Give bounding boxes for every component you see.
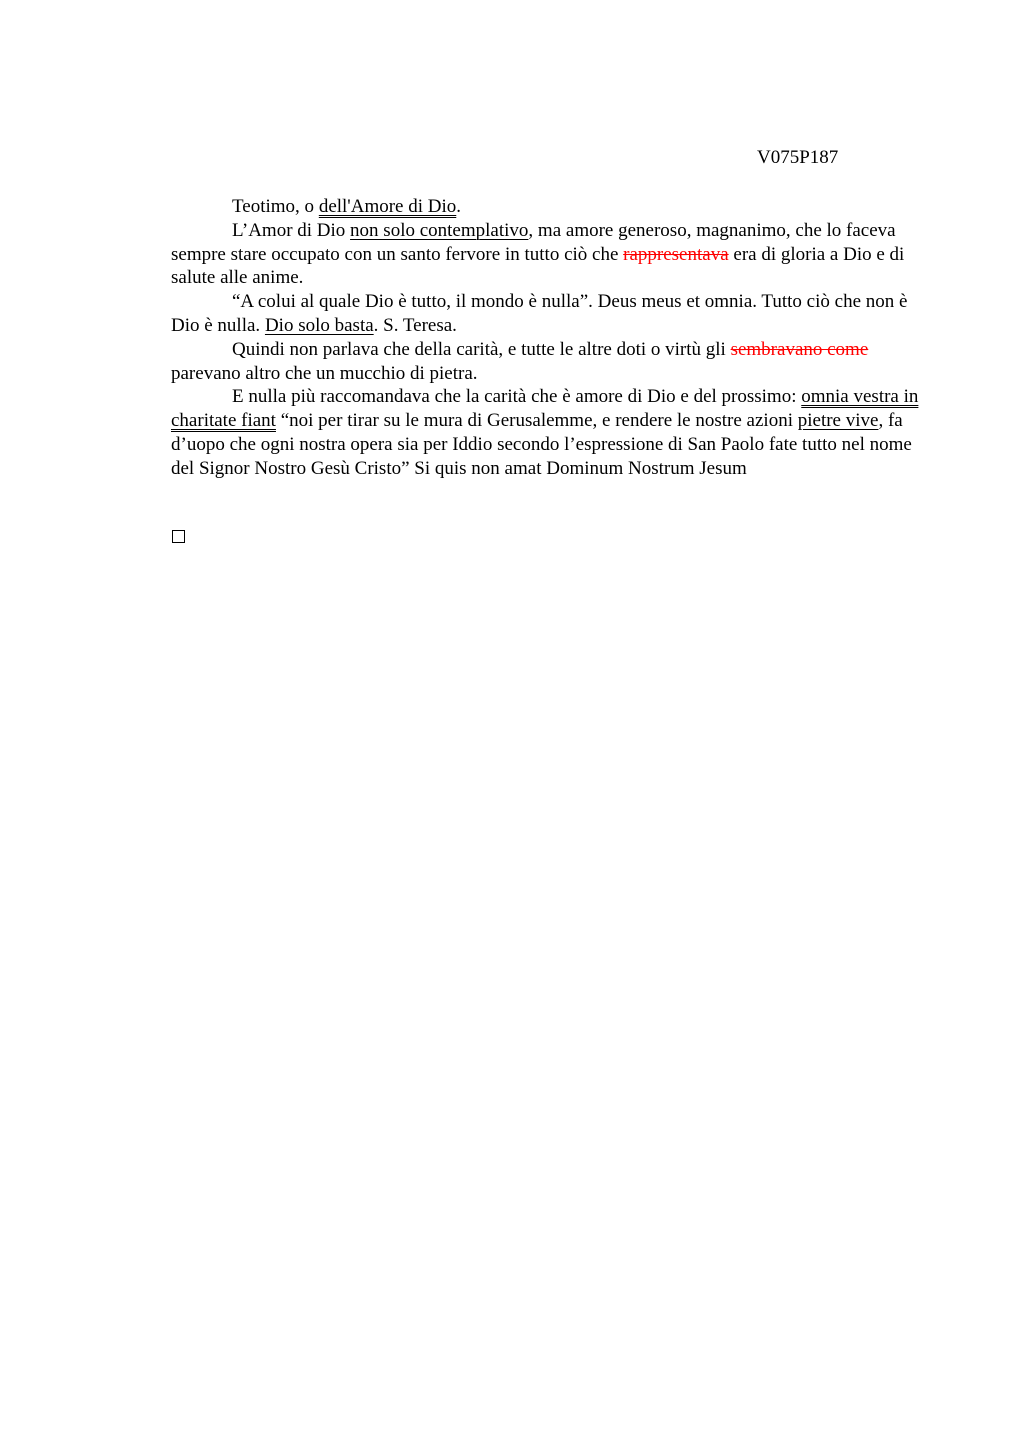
paragraph-title xyxy=(171,195,926,219)
underlined-text: Dio solo basta xyxy=(264,314,374,336)
deleted-text: sembravano come xyxy=(730,338,869,360)
document-body xyxy=(171,195,926,481)
paragraph-amor-di-dio xyxy=(171,219,926,290)
double-underlined-text: omnia vestra in charitate fiant xyxy=(171,386,919,432)
paragraph-quote xyxy=(171,290,926,338)
paragraph-omnia xyxy=(171,385,926,480)
text-run: Quindi non parlava che della carità, e tutte le altre doti o virtù gli xyxy=(232,338,731,360)
text-run: . S. Teresa. xyxy=(373,314,457,336)
text-run: E nulla più raccomandava che la carità che è amore di Dio e del prossimo: xyxy=(232,386,802,408)
double-underlined-text: dell'Amore di Dio xyxy=(318,196,457,217)
text-run: parevano altro che un mucchio di pietra. xyxy=(171,362,478,384)
text-run: “noi per tirar su le mura di Gerusalemme, e rendere le nostre azioni xyxy=(275,410,798,432)
deleted-text: rappresentava xyxy=(623,243,729,265)
text-run: L’Amor di Dio xyxy=(232,219,351,241)
text-run: , fa d’uopo che ogni nostra opera sia per Iddio secondo l’espressione di San Paolo fate tutto nel nome del Signor Nostro Gesù Cristo” Si quis non amat Dominum Nostrum Jesum xyxy=(171,410,912,479)
paragraph-carita xyxy=(171,338,926,386)
text-run: era di gloria a Dio e di salute alle anime. xyxy=(171,243,905,289)
text-run: Teotimo, o xyxy=(232,196,319,217)
underlined-text: pietre vive xyxy=(797,410,879,432)
text-run: , ma amore generoso, magnanimo, che lo faceva sempre stare occupato con un santo fervore in tutto ciò che xyxy=(171,219,896,265)
text-run: . xyxy=(456,196,462,217)
page-id: V075P187 xyxy=(757,147,839,168)
underlined-text: non solo contemplativo xyxy=(350,219,529,241)
checkbox[interactable] xyxy=(172,530,185,543)
text-run: “A colui al quale Dio è tutto, il mondo è nulla”. Deus meus et omnia. Tutto ciò che non è Dio è nulla. xyxy=(171,291,908,336)
